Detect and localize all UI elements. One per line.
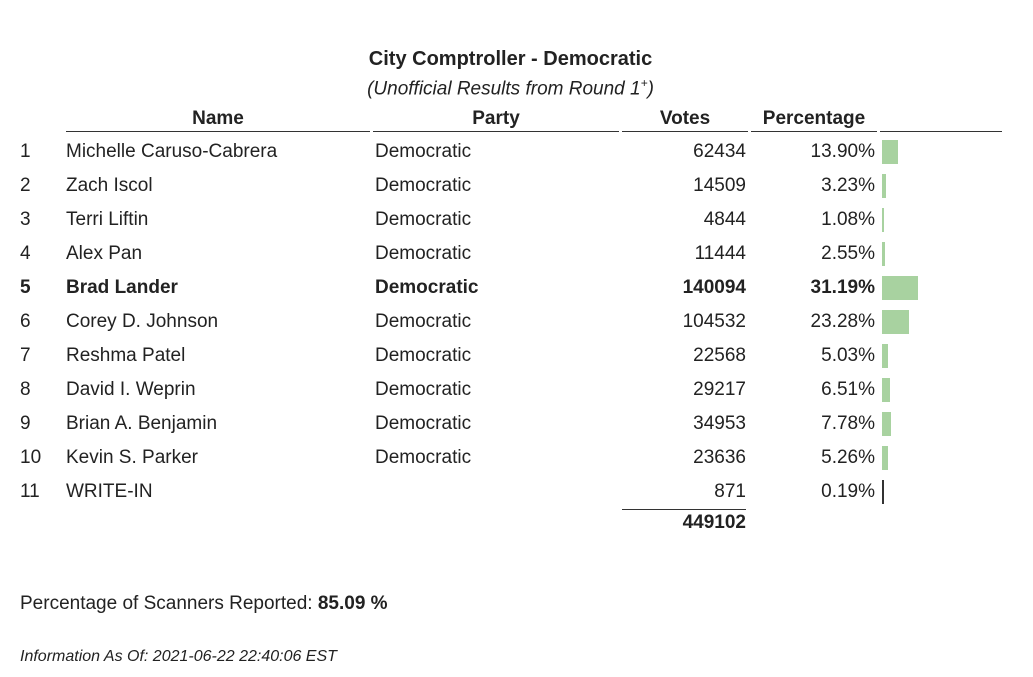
candidate-percentage: 0.19% [821,481,875,502]
candidate-name: David I. Weprin [66,379,196,400]
candidate-name: Reshma Patel [66,345,186,366]
table-row [0,373,1033,407]
candidate-votes: 62434 [693,141,746,162]
candidate-percentage: 6.51% [821,379,875,400]
percentage-bar [882,208,884,232]
candidate-votes: 871 [714,481,746,502]
candidate-votes: 104532 [682,311,746,332]
candidate-name: Alex Pan [66,243,143,264]
candidate-rank: 9 [20,413,31,434]
candidate-percentage: 5.26% [821,447,875,468]
candidate-party: Democratic [375,175,472,196]
candidate-votes: 34953 [693,413,746,434]
column-header-bar [880,108,1002,132]
percentage-bar [882,174,886,198]
candidate-percentage-bar-cell [882,237,1002,271]
candidate-party: Democratic [375,277,479,298]
table-row [0,135,1033,169]
scanners-value: 85.09 % [317,593,388,614]
percentage-bar [882,480,884,504]
candidate-percentage: 3.23% [821,175,875,196]
candidate-party: Democratic [375,379,472,400]
table-row [0,339,1033,373]
candidate-percentage: 31.19% [810,277,875,298]
candidate-votes: 4844 [703,209,746,230]
subtitle-close: ) [647,78,654,100]
candidate-percentage-bar-cell [882,475,1002,509]
percentage-bar [882,344,888,368]
candidate-rank: 10 [20,447,42,468]
candidate-percentage-bar-cell [882,305,1002,339]
scanners-reported [20,593,388,615]
column-header-votes: Votes [622,108,748,132]
candidate-name: Kevin S. Parker [66,447,198,468]
table-row [0,305,1033,339]
candidate-votes: 14509 [693,175,746,196]
candidate-percentage-bar-cell [882,407,1002,441]
percentage-bar [882,242,885,266]
report-subtitle [0,76,1021,100]
candidate-party: Democratic [375,311,472,332]
candidate-percentage-bar-cell [882,339,1002,373]
candidate-party: Democratic [375,447,472,468]
candidate-party: Democratic [375,141,472,162]
candidate-rank: 7 [20,345,31,366]
table-header [0,108,1033,132]
candidate-name: WRITE-IN [66,481,153,502]
candidate-percentage: 7.78% [821,413,875,434]
candidate-percentage-bar-cell [882,271,1002,305]
candidate-name: Brian A. Benjamin [66,413,218,434]
percentage-bar [882,446,888,470]
table-row [0,407,1033,441]
column-header-name: Name [66,108,370,132]
candidate-rank: 1 [20,141,31,162]
information-timestamp: Information As Of: 2021-06-22 22:40:06 EST [20,648,337,665]
table-row [0,237,1033,271]
candidate-name: Brad Lander [66,277,178,298]
total-divider [622,509,746,510]
table-row [0,203,1033,237]
candidate-votes: 11444 [694,243,746,264]
scanners-label: Percentage of Scanners Reported: [20,593,313,614]
table-row [0,271,1033,305]
candidate-party: Democratic [375,345,472,366]
candidate-votes: 140094 [682,277,746,298]
percentage-bar [882,276,918,300]
candidate-name: Terri Liftin [66,209,149,230]
table-row [0,475,1033,509]
report-title: City Comptroller - Democratic [368,48,653,70]
candidate-rank: 11 [20,481,40,502]
percentage-bar [882,310,909,334]
candidate-rank: 6 [20,311,31,332]
candidate-percentage-bar-cell [882,373,1002,407]
candidate-party [375,475,615,509]
candidate-percentage-bar-cell [882,135,1002,169]
candidate-rank: 8 [20,379,31,400]
candidate-percentage: 23.28% [810,311,875,332]
candidate-name: Corey D. Johnson [66,311,219,332]
candidate-party: Democratic [375,209,472,230]
candidate-percentage-bar-cell [882,441,1002,475]
column-header-party: Party [373,108,619,132]
candidate-percentage: 2.55% [821,243,875,264]
percentage-bar [882,140,898,164]
subtitle-text: (Unofficial Results from Round 1 [367,78,641,100]
candidate-rank: 2 [20,175,31,196]
candidate-name: Michelle Caruso-Cabrera [66,141,278,162]
candidate-party: Democratic [375,243,472,264]
subtitle-superscript: + [640,76,648,90]
candidate-percentage: 1.08% [821,209,875,230]
candidate-percentage: 5.03% [821,345,875,366]
column-header-percentage: Percentage [751,108,877,132]
candidate-rank: 5 [20,277,31,298]
candidate-votes: 22568 [693,345,746,366]
candidate-percentage: 13.90% [810,141,875,162]
total-votes: 449102 [682,512,746,533]
candidate-name: Zach Iscol [66,175,153,196]
candidate-votes: 29217 [693,379,746,400]
candidate-rank: 3 [20,209,31,230]
candidate-percentage-bar-cell [882,203,1002,237]
percentage-bar [882,412,891,436]
candidate-party: Democratic [375,413,472,434]
table-row [0,169,1033,203]
percentage-bar [882,378,890,402]
candidate-votes: 23636 [693,447,746,468]
candidate-rank: 4 [20,243,31,264]
table-row [0,441,1033,475]
candidate-percentage-bar-cell [882,169,1002,203]
